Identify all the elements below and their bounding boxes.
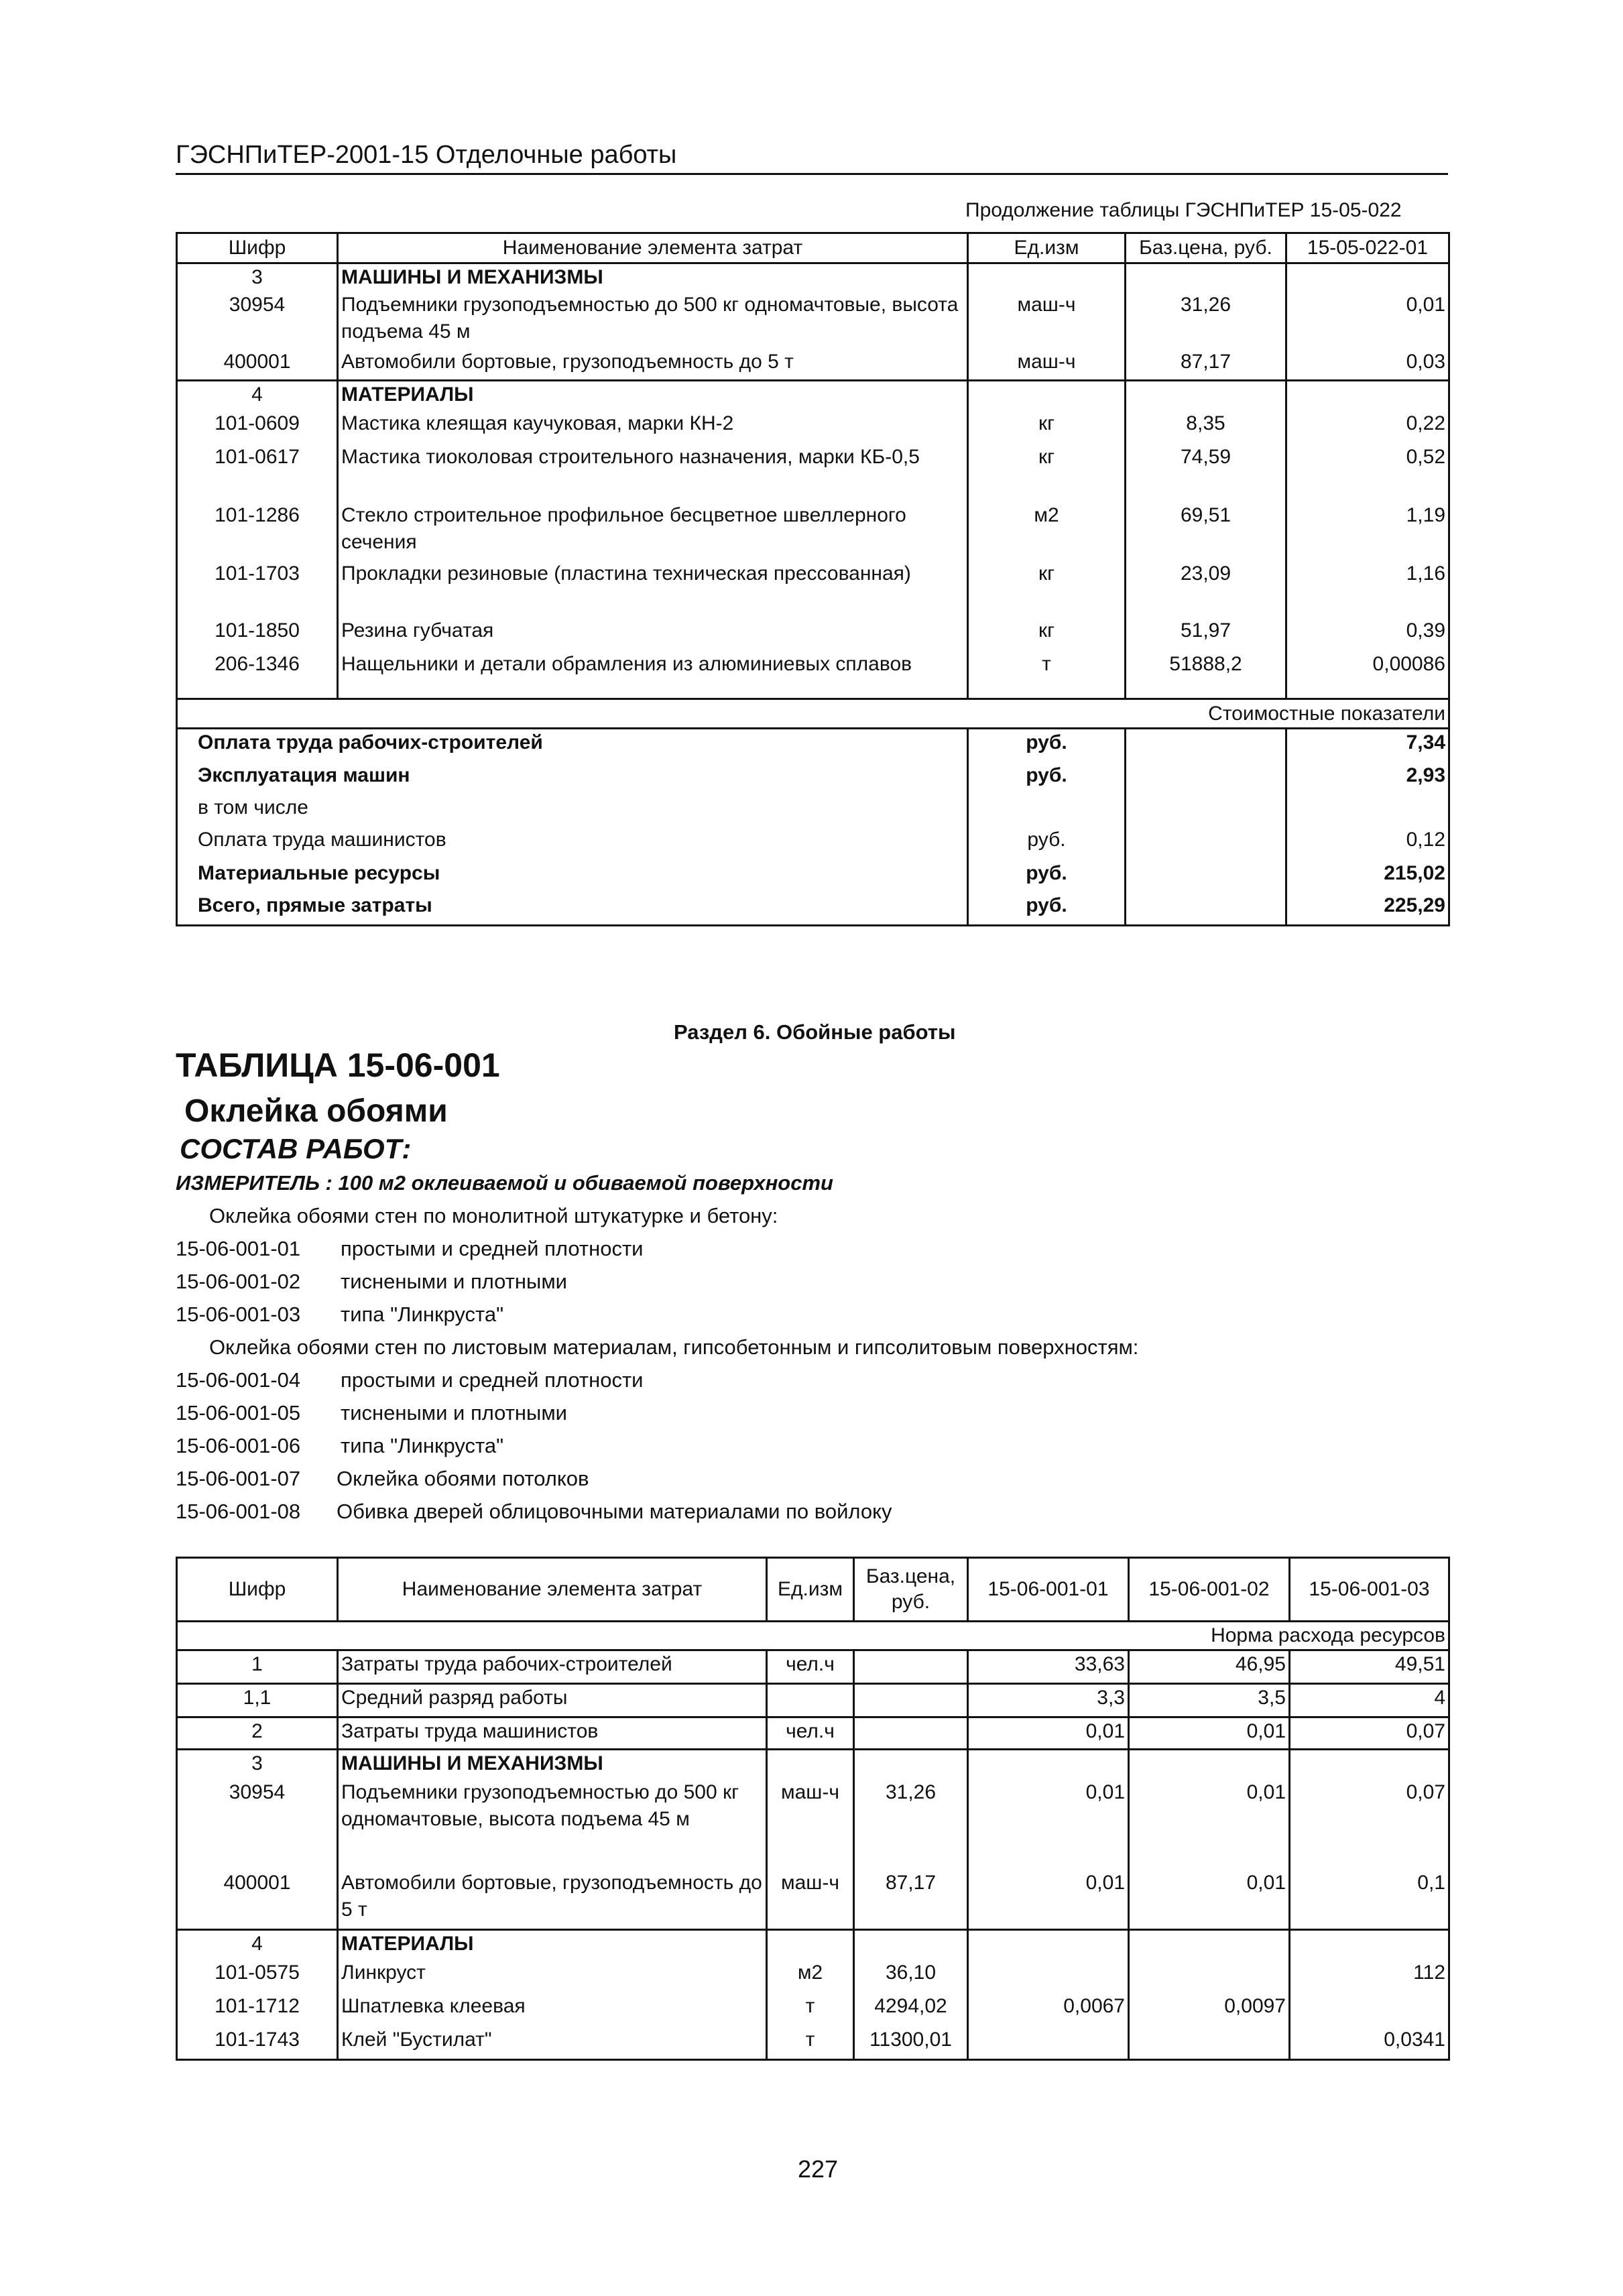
- norm-label: Норма расхода ресурсов: [177, 1622, 1449, 1650]
- group-title: МАШИНЫ И МЕХАНИЗМЫ: [338, 263, 968, 292]
- row-code: 101-0609: [177, 410, 338, 444]
- row-value-2: 0,01: [1129, 1870, 1290, 1930]
- row-code: 101-1743: [177, 2027, 338, 2060]
- group-number: 4: [177, 1930, 338, 1959]
- table-row: [177, 410, 1449, 444]
- row-value: 0,03: [1286, 349, 1449, 381]
- row-value-1: [968, 1959, 1129, 1993]
- work-code: 15-06-001-02: [176, 1270, 301, 1293]
- cost-value: 7,34: [1286, 729, 1449, 762]
- row-value-3: 0,07: [1290, 1779, 1449, 1870]
- row-unit: маш-ч: [767, 1779, 854, 1870]
- group-number: 3: [177, 263, 338, 292]
- row-name: Мастика тиоколовая строительного назначения, марки КБ-0,5: [338, 444, 968, 502]
- col-header-norm-2: 15-06-001-02: [1129, 1558, 1290, 1622]
- table-header-row: [177, 1558, 1449, 1622]
- group-title: МАТЕРИАЛЫ: [338, 381, 968, 410]
- cost-row: [177, 729, 1449, 762]
- cost-row: [177, 794, 1449, 827]
- row-unit: кг: [968, 410, 1126, 444]
- row-price: 11300,01: [854, 2027, 968, 2060]
- work-text: тиснеными и плотными: [341, 1401, 567, 1425]
- table-row: [177, 292, 1449, 349]
- table-subtitle: Оклейка обоями: [184, 1093, 448, 1129]
- cost-row: [177, 892, 1449, 926]
- cost-name: Оплата труда машинистов: [177, 827, 968, 860]
- row-price: 51888,2: [1126, 651, 1286, 699]
- cost-unit: руб.: [968, 827, 1126, 860]
- group-row: [177, 1750, 1449, 1779]
- work-code: 15-06-001-07: [176, 1467, 301, 1490]
- row-value-1: 0,0067: [968, 1993, 1129, 2027]
- row-code: 101-0617: [177, 444, 338, 502]
- row-unit: т: [767, 2027, 854, 2060]
- row-value-3: 0,1: [1290, 1870, 1449, 1930]
- col-header-code: Шифр: [177, 1558, 338, 1622]
- col-header-norm: 15-05-022-01: [1286, 233, 1449, 263]
- row-price: 87,17: [854, 1870, 968, 1930]
- row-value: 0,22: [1286, 410, 1449, 444]
- cost-name: Всего, прямые затраты: [177, 892, 968, 926]
- row-price: 69,51: [1126, 502, 1286, 560]
- work-code: 15-06-001-08: [176, 1500, 301, 1523]
- row-price: 87,17: [1126, 349, 1286, 381]
- cost-unit: [968, 794, 1126, 827]
- row-price: 36,10: [854, 1959, 968, 1993]
- group-number: 4: [177, 381, 338, 410]
- row-name: Стекло строительное профильное бесцветное швеллерного сечения: [338, 502, 968, 560]
- work-code: 15-06-001-01: [176, 1237, 301, 1260]
- row-price: 31,26: [1126, 292, 1286, 349]
- table-row: [177, 1959, 1449, 1993]
- table-row: [177, 651, 1449, 699]
- table-row: [177, 349, 1449, 381]
- row-price: 51,97: [1126, 617, 1286, 651]
- row-code: 1: [177, 1650, 338, 1684]
- row-unit: м2: [767, 1959, 854, 1993]
- row-value: 0,01: [1286, 292, 1449, 349]
- cost-unit: руб.: [968, 729, 1126, 762]
- col-header-unit: Ед.изм: [968, 233, 1126, 263]
- row-code: 101-1703: [177, 560, 338, 617]
- row-price: 74,59: [1126, 444, 1286, 502]
- row-name: Затраты труда машинистов: [338, 1717, 767, 1750]
- row-name: Автомобили бортовые, грузоподъемность до 5 т: [338, 1870, 767, 1930]
- work-text: типа "Линкруста": [341, 1303, 504, 1326]
- table-row: [177, 1993, 1449, 2027]
- row-name: Автомобили бортовые, грузоподъемность до 5 т: [338, 349, 968, 381]
- work-text: простыми и средней плотности: [341, 1237, 644, 1260]
- col-header-price: Баз.цена, руб.: [1126, 233, 1286, 263]
- header-rule: [176, 173, 1448, 175]
- norm-label-row: [177, 1622, 1449, 1650]
- table-15-05-022: [176, 232, 1450, 926]
- table-title: ТАБЛИЦА 15-06-001: [176, 1046, 500, 1084]
- row-value-1: 33,63: [968, 1650, 1129, 1684]
- row-name: Подъемники грузоподъемностью до 500 кг одномачтовые, высота подъема 45 м: [338, 1779, 767, 1870]
- measure-unit: ИЗМЕРИТЕЛЬ : 100 м2 оклеиваемой и обиваемой поверхности: [176, 1171, 833, 1195]
- works-intro: Оклейка обоями стен по листовым материалам, гипсобетонным и гипсолитовым поверхностям:: [209, 1335, 1139, 1359]
- col-header-name: Наименование элемента затрат: [338, 1558, 767, 1622]
- group-row: [177, 263, 1449, 292]
- table-row: [177, 1650, 1449, 1684]
- row-unit: маш-ч: [767, 1870, 854, 1930]
- row-value: 0,00086: [1286, 651, 1449, 699]
- table-row: [177, 617, 1449, 651]
- row-value-1: [968, 2027, 1129, 2060]
- row-value-3: 0,0341: [1290, 2027, 1449, 2060]
- row-name: Клей "Бустилат": [338, 2027, 767, 2060]
- row-code: 30954: [177, 1779, 338, 1870]
- table-row: [177, 2027, 1449, 2060]
- row-code: 101-1286: [177, 502, 338, 560]
- row-value: 1,16: [1286, 560, 1449, 617]
- row-unit: [767, 1684, 854, 1717]
- row-name: Прокладки резиновые (пластина техническая прессованная): [338, 560, 968, 617]
- row-name: Линкруст: [338, 1959, 767, 1993]
- col-header-norm-1: 15-06-001-01: [968, 1558, 1129, 1622]
- table-15-06-001: [176, 1557, 1450, 2061]
- row-unit: кг: [968, 617, 1126, 651]
- work-code: 15-06-001-05: [176, 1401, 301, 1425]
- row-value-2: 0,0097: [1129, 1993, 1290, 2027]
- row-code: 30954: [177, 292, 338, 349]
- work-text: типа "Линкруста": [341, 1434, 504, 1457]
- works-intro: Оклейка обоями стен по монолитной штукатурке и бетону:: [209, 1204, 778, 1227]
- cost-name: Материальные ресурсы: [177, 860, 968, 892]
- row-price: 4294,02: [854, 1993, 968, 2027]
- row-code: 101-1712: [177, 1993, 338, 2027]
- cost-value: 2,93: [1286, 762, 1449, 794]
- col-header-price: Баз.цена, руб.: [854, 1558, 968, 1622]
- row-value: 1,19: [1286, 502, 1449, 560]
- page-header: ГЭСНПиТЕР-2001-15 Отделочные работы: [176, 141, 677, 169]
- row-value-1: 0,01: [968, 1870, 1129, 1930]
- row-value-2: 0,01: [1129, 1779, 1290, 1870]
- col-header-code: Шифр: [177, 233, 338, 263]
- row-value-2: [1129, 2027, 1290, 2060]
- row-value-3: 0,07: [1290, 1717, 1449, 1750]
- row-price: 23,09: [1126, 560, 1286, 617]
- group-title: МАШИНЫ И МЕХАНИЗМЫ: [338, 1750, 767, 1779]
- row-value-3: [1290, 1993, 1449, 2027]
- cost-unit: руб.: [968, 762, 1126, 794]
- row-value: 0,39: [1286, 617, 1449, 651]
- row-unit: чел.ч: [767, 1650, 854, 1684]
- row-unit: кг: [968, 444, 1126, 502]
- cost-value: 215,02: [1286, 860, 1449, 892]
- row-code: 101-0575: [177, 1959, 338, 1993]
- row-price: [854, 1717, 968, 1750]
- group-row: [177, 381, 1449, 410]
- row-code: 206-1346: [177, 651, 338, 699]
- row-unit: кг: [968, 560, 1126, 617]
- row-price: 8,35: [1126, 410, 1286, 444]
- row-value-3: 112: [1290, 1959, 1449, 1993]
- row-name: Подъемники грузоподъемностью до 500 кг одномачтовые, высота подъема 45 м: [338, 292, 968, 349]
- continuation-note: Продолжение таблицы ГЭСНПиТЕР 15-05-022: [965, 199, 1402, 221]
- col-header-name: Наименование элемента затрат: [338, 233, 968, 263]
- row-value-2: 3,5: [1129, 1684, 1290, 1717]
- work-text: тиснеными и плотными: [341, 1270, 567, 1293]
- table-row: [177, 502, 1449, 560]
- row-code: 1,1: [177, 1684, 338, 1717]
- table-row: [177, 444, 1449, 502]
- row-price: [854, 1650, 968, 1684]
- row-code: 400001: [177, 1870, 338, 1930]
- work-code: 15-06-001-04: [176, 1368, 301, 1392]
- group-row: [177, 1930, 1449, 1959]
- cost-value: 0,12: [1286, 827, 1449, 860]
- row-name: Нащельники и детали обрамления из алюминиевых сплавов: [338, 651, 968, 699]
- cost-name: Эксплуатация машин: [177, 762, 968, 794]
- group-number: 3: [177, 1750, 338, 1779]
- row-name: Шпатлевка клеевая: [338, 1993, 767, 2027]
- row-value-1: 0,01: [968, 1717, 1129, 1750]
- row-unit: чел.ч: [767, 1717, 854, 1750]
- row-unit: маш-ч: [968, 349, 1126, 381]
- table-header-row: [177, 233, 1449, 263]
- cost-value: [1286, 794, 1449, 827]
- page-number: 227: [798, 2155, 839, 2183]
- table-row: [177, 1717, 1449, 1750]
- row-unit: м2: [968, 502, 1126, 560]
- row-value-3: 4: [1290, 1684, 1449, 1717]
- col-header-norm-3: 15-06-001-03: [1290, 1558, 1449, 1622]
- row-price: 31,26: [854, 1779, 968, 1870]
- table-row: [177, 1870, 1449, 1930]
- row-name: Средний разряд работы: [338, 1684, 767, 1717]
- cost-row: [177, 827, 1449, 860]
- row-value: 0,52: [1286, 444, 1449, 502]
- row-unit: маш-ч: [968, 292, 1126, 349]
- row-value-2: 0,01: [1129, 1717, 1290, 1750]
- section-title: Раздел 6. Обойные работы: [674, 1020, 956, 1044]
- row-value-2: [1129, 1959, 1290, 1993]
- row-code: 2: [177, 1717, 338, 1750]
- row-name: Мастика клеящая каучуковая, марки КН-2: [338, 410, 968, 444]
- cost-row: [177, 860, 1449, 892]
- col-header-unit: Ед.изм: [767, 1558, 854, 1622]
- composition-label: СОСТАВ РАБОТ:: [180, 1133, 412, 1164]
- work-text: Оклейка обоями потолков: [337, 1467, 589, 1490]
- cost-name: в том числе: [177, 794, 968, 827]
- group-title: МАТЕРИАЛЫ: [338, 1930, 767, 1959]
- cost-value: 225,29: [1286, 892, 1449, 926]
- table-row: [177, 1779, 1449, 1870]
- row-value-2: 46,95: [1129, 1650, 1290, 1684]
- work-text: Обивка дверей облицовочными материалами по войлоку: [337, 1500, 892, 1523]
- row-value-1: 0,01: [968, 1779, 1129, 1870]
- row-unit: т: [767, 1993, 854, 2027]
- table-row: [177, 1684, 1449, 1717]
- row-price: [854, 1684, 968, 1717]
- cost-indicators-label: Стоимостные показатели: [177, 699, 1449, 729]
- cost-unit: руб.: [968, 860, 1126, 892]
- row-name: Резина губчатая: [338, 617, 968, 651]
- row-name: Затраты труда рабочих-строителей: [338, 1650, 767, 1684]
- table-row: [177, 560, 1449, 617]
- cost-name: Оплата труда рабочих-строителей: [177, 729, 968, 762]
- row-code: 101-1850: [177, 617, 338, 651]
- row-value-1: 3,3: [968, 1684, 1129, 1717]
- work-code: 15-06-001-03: [176, 1303, 301, 1326]
- row-unit: т: [968, 651, 1126, 699]
- cost-row: [177, 762, 1449, 794]
- row-code: 400001: [177, 349, 338, 381]
- work-text: простыми и средней плотности: [341, 1368, 644, 1392]
- row-value-3: 49,51: [1290, 1650, 1449, 1684]
- cost-indicators-row: [177, 699, 1449, 729]
- cost-unit: руб.: [968, 892, 1126, 926]
- work-code: 15-06-001-06: [176, 1434, 301, 1457]
